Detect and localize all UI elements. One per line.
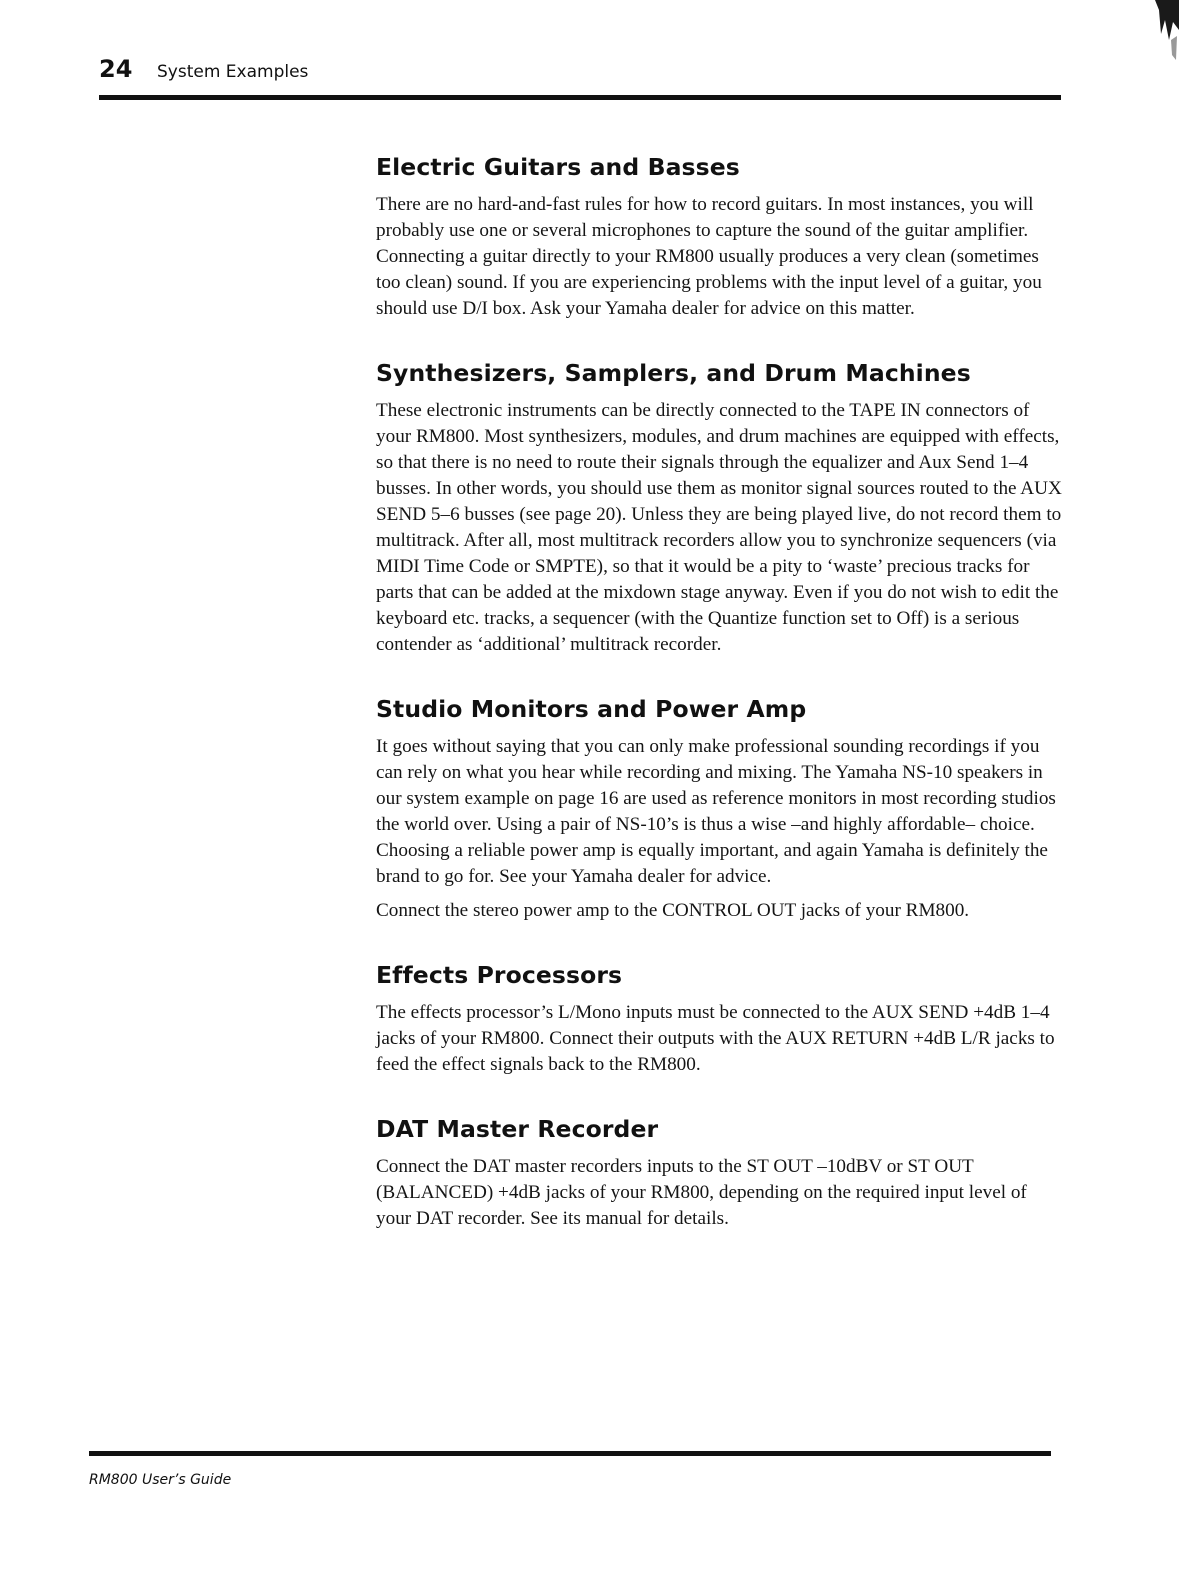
section-studio-monitors xyxy=(376,692,1066,924)
section-heading: Studio Monitors and Power Amp xyxy=(376,695,807,723)
section-heading: Synthesizers, Samplers, and Drum Machines xyxy=(376,359,971,387)
running-section-title: System Examples xyxy=(157,62,309,82)
section-effects-processors xyxy=(376,958,1066,1078)
section-paragraph: These electronic instruments can be directly connected to the TAPE IN connectors of your RM800. Most synthesizers, modules, and drum machines are equipped with effects, so that there is no need to route their signals through the equalizer and Aux Send 1–4 busses. In other words, you should use them as monitor signal sources routed to the AUX SEND 5–6 busses (see page 20). Unless they are being played live, do not record them to multitrack. After all, most multitrack recorders allow you to synchronize sequencers (via MIDI Time Code or SMPTE), so that it would be a pity to ‘waste’ precious tracks for parts that can be added at the mixdown stage anyway. Even if you do not wish to edit the keyboard etc. tracks, a sequencer (with the Quantize function set to Off) is a serious contender as ‘additional’ multitrack recorder. xyxy=(376,400,1062,655)
section-paragraph: It goes without saying that you can only make professional sounding recordings if you can rely on what you hear while recording and mixing. The Yamaha NS-10 speakers in our system example on page 16 are used as reference monitors in most recording studios the world over. Using a pair of NS-10’s is thus a wise –and highly affordable– choice. Choosing a reliable power amp is equally important, and again Yamaha is definitely the brand to go for. See your Yamaha dealer for advice. xyxy=(376,736,1056,887)
section-dat-master-recorder xyxy=(376,1112,1066,1232)
section-heading: Electric Guitars and Basses xyxy=(376,153,740,181)
section-paragraph: There are no hard-and-fast rules for how to record guitars. In most instances, you will probably use one or several microphones to capture the sound of the guitar amplifier. Connecting a guitar directly to your RM800 usually produces a very clean (sometimes too clean) sound. If you are experiencing problems with the input level of a guitar, you should use D/I box. Ask your Yamaha dealer for advice on this matter. xyxy=(376,194,1042,319)
section-heading: DAT Master Recorder xyxy=(376,1115,659,1143)
footer-rule xyxy=(89,1451,1051,1456)
page-number: 24 xyxy=(99,55,133,83)
header-rule xyxy=(99,95,1061,100)
section-synthesizers xyxy=(376,356,1066,658)
footer-title: RM800 User’s Guide xyxy=(89,1472,232,1488)
scan-edge-mark xyxy=(1151,0,1179,70)
page-header xyxy=(99,52,1061,98)
section-electric-guitars xyxy=(376,150,1066,322)
section-paragraph: Connect the DAT master recorders inputs to the ST OUT –10dBV or ST OUT (BALANCED) +4dB jacks of your RM800, depending on the required input level of your DAT recorder. See its manual for details. xyxy=(376,1156,1027,1229)
section-heading: Effects Processors xyxy=(376,961,623,989)
section-paragraph: The effects processor’s L/Mono inputs must be connected to the AUX SEND +4dB 1–4 jacks of your RM800. Connect their outputs with the AUX RETURN +4dB L/R jacks to feed the effect signals back to the RM800. xyxy=(376,1002,1055,1075)
main-content xyxy=(376,150,1066,1266)
section-paragraph: Connect the stereo power amp to the CONTROL OUT jacks of your RM800. xyxy=(376,900,970,921)
